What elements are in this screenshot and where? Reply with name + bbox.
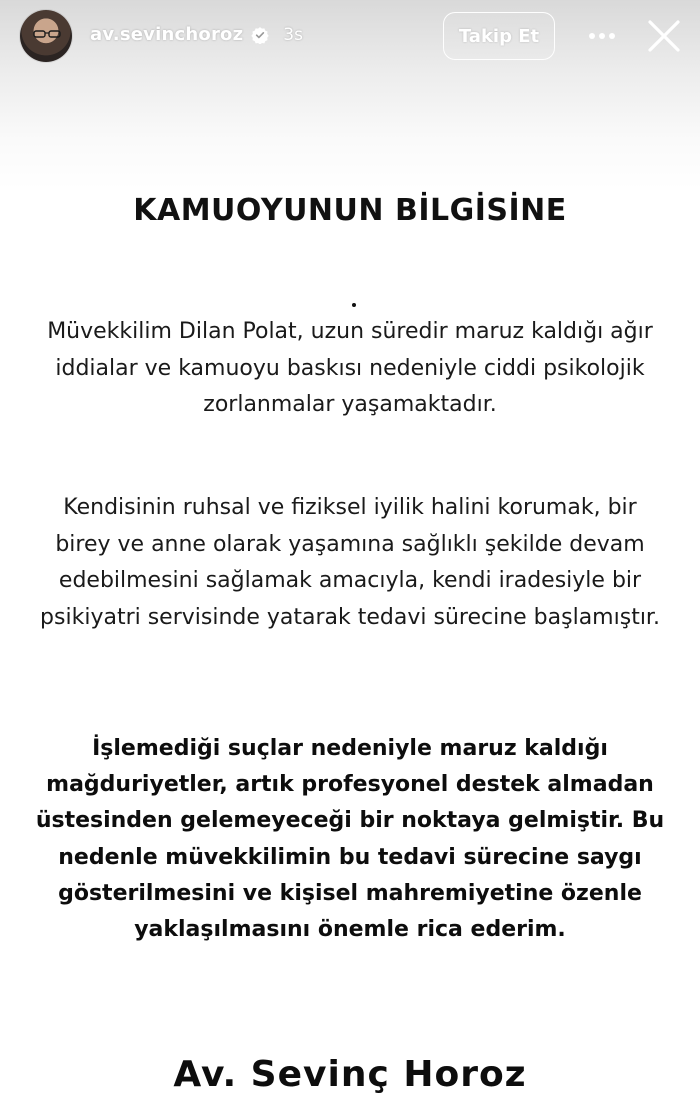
statement-paragraph-1: Müvekkilim Dilan Polat, uzun süredir maruz kaldığı ağır iddialar ve kamuoyu baskısı nedeniyle ciddi psikolojik zorlanmalar yaşamaktadır. <box>47 319 653 417</box>
more-options-icon[interactable] <box>582 24 622 48</box>
story-header <box>0 0 700 74</box>
story-author <box>90 24 303 45</box>
avatar-glasses-icon <box>33 30 61 38</box>
follow-button[interactable]: Takip Et <box>443 12 555 60</box>
statement-title: KAMUOYUNUN BİLGİSİNE <box>133 193 567 228</box>
close-icon[interactable] <box>644 16 684 56</box>
username-link[interactable]: av.sevinchoroz <box>90 24 244 45</box>
statement-paragraph-2: Kendisinin ruhsal ve fiziksel iyilik halini korumak, bir birey ve anne olarak yaşamına sağlıklı şekilde devam edebilmesini sağlamak amacıyla, kendi iradesiyle bir psikiyatri servisinde yatarak tedavi sürecine başlamıştır. <box>40 495 660 630</box>
post-time: 3s <box>283 24 303 45</box>
profile-avatar[interactable] <box>20 10 72 62</box>
signature: Av. Sevinç Horoz <box>173 1054 527 1095</box>
statement-paragraph-3: İşlemediği suçlar nedeniyle maruz kaldığı mağduriyetler, artık profesyonel destek almadan üstesinden gelemeyeceği bir noktaya gelmiştir. Bu nedenle müvekkilimin bu tedavi sürecine saygı gösterilmesini ve kişisel mahremiyetine özenle yaklaşılmasını önemle rica ederim. <box>35 736 665 943</box>
verified-badge-icon <box>251 26 269 44</box>
separator-dot <box>352 303 356 307</box>
